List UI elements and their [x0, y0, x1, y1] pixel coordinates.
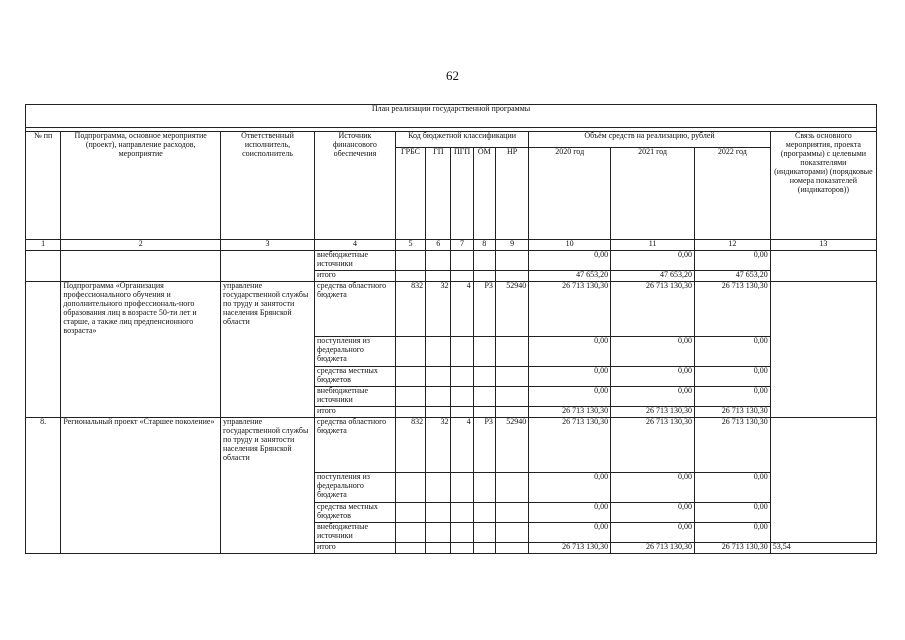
- amount-2022: 0,00: [694, 251, 770, 271]
- amount-2022: 26 713 130,30: [694, 543, 770, 554]
- header-amount: Объём средств на реализацию, рублей: [529, 132, 771, 148]
- source-cell: средства областного бюджета: [315, 418, 396, 473]
- amount-2020: 0,00: [529, 473, 611, 503]
- grbs-cell: 832: [395, 418, 425, 473]
- amount-2020: 0,00: [529, 523, 611, 543]
- gp-cell: 32: [426, 418, 451, 473]
- amount-2022: 0,00: [694, 337, 770, 367]
- header-gp: ГП: [426, 148, 451, 240]
- col-number: 3: [221, 240, 315, 251]
- top-link-cell: [770, 251, 876, 282]
- pgp-cell: 4: [451, 418, 473, 473]
- project-responsible: управление государственной службы по труду и занятости населения Брянской области: [221, 418, 315, 554]
- amount-2022: 47 653,20: [694, 271, 770, 282]
- col-number: 9: [495, 240, 528, 251]
- amount-2022: 26 713 130,30: [694, 407, 770, 418]
- amount-2021: 26 713 130,30: [611, 407, 695, 418]
- amount-2020: 0,00: [529, 251, 611, 271]
- header-2021: 2021 год: [611, 148, 695, 240]
- table-row: [26, 251, 877, 271]
- source-cell: внебюджетные источники: [315, 387, 396, 407]
- col-number: 4: [315, 240, 396, 251]
- col-number: 6: [426, 240, 451, 251]
- source-cell: итого: [315, 543, 396, 554]
- amount-2020: 0,00: [529, 503, 611, 523]
- amount-2022: 0,00: [694, 503, 770, 523]
- header-2020: 2020 год: [529, 148, 611, 240]
- header-om: ОМ: [473, 148, 495, 240]
- col-number: 7: [451, 240, 473, 251]
- amount-2021: 47 653,20: [611, 271, 695, 282]
- amount-2020: 26 713 130,30: [529, 282, 611, 337]
- top-responsible-cell: [221, 251, 315, 282]
- col-number: 5: [395, 240, 425, 251]
- amount-2022: 0,00: [694, 367, 770, 387]
- amount-2020: 26 713 130,30: [529, 407, 611, 418]
- amount-2021: 0,00: [611, 523, 695, 543]
- project-indicator: 53,54: [770, 543, 876, 554]
- source-cell: средства местных бюджетов: [315, 367, 396, 387]
- amount-2021: 26 713 130,30: [611, 418, 695, 473]
- amount-2022: 26 713 130,30: [694, 282, 770, 337]
- col-number: 8: [473, 240, 495, 251]
- col-number: 10: [529, 240, 611, 251]
- table-row: [26, 282, 877, 337]
- project-link-cell: [770, 418, 876, 543]
- amount-2021: 0,00: [611, 503, 695, 523]
- source-cell: средства областного бюджета: [315, 282, 396, 337]
- amount-2020: 0,00: [529, 337, 611, 367]
- source-cell: внебюджетные источники: [315, 523, 396, 543]
- source-cell: поступления из федерального бюджета: [315, 337, 396, 367]
- grbs-cell: 832: [395, 282, 425, 337]
- subprogram-name: Подпрограмма «Организация профессионального обучения и дополнительного профессиональ-ного образования лиц в возрасте 50-ти лет и старше, а также лиц предпенсионного возраста»: [61, 282, 221, 418]
- header-source: Источник финансового обеспечения: [315, 132, 396, 240]
- col-number: 2: [61, 240, 221, 251]
- subprogram-link-cell: [770, 282, 876, 418]
- header-grbs: ГРБС: [395, 148, 425, 240]
- amount-2021: 0,00: [611, 387, 695, 407]
- table-row: [26, 418, 877, 473]
- header-no: № пп: [26, 132, 61, 240]
- amount-2021: 0,00: [611, 367, 695, 387]
- header-subprogram: Подпрограмма, основное мероприятие (проект), направление расходов, мероприятие: [61, 132, 221, 240]
- amount-2020: 47 653,20: [529, 271, 611, 282]
- project-no: 8.: [26, 418, 61, 554]
- table-title: План реализации государственной программы: [26, 105, 877, 128]
- amount-2021: 0,00: [611, 251, 695, 271]
- amount-2021: 26 713 130,30: [611, 543, 695, 554]
- nr-cell: 52940: [495, 282, 528, 337]
- om-cell: Р3: [473, 282, 495, 337]
- col-number: 11: [611, 240, 695, 251]
- amount-2020: 26 713 130,30: [529, 543, 611, 554]
- amount-2020: 0,00: [529, 367, 611, 387]
- amount-2021: 26 713 130,30: [611, 282, 695, 337]
- amount-2021: 0,00: [611, 473, 695, 503]
- header-pgp: ПГП: [451, 148, 473, 240]
- amount-2021: 0,00: [611, 337, 695, 367]
- amount-2022: 0,00: [694, 473, 770, 503]
- amount-2022: 0,00: [694, 387, 770, 407]
- om-cell: Р3: [473, 418, 495, 473]
- subprogram-no-cell: [26, 282, 61, 418]
- plan-table: [25, 104, 877, 554]
- col-number: 12: [694, 240, 770, 251]
- nr-cell: 52940: [495, 418, 528, 473]
- header-nr: НР: [495, 148, 528, 240]
- top-no-cell: [26, 251, 61, 282]
- source-cell: внебюджетные источники: [315, 251, 396, 271]
- top-name-cell: [61, 251, 221, 282]
- header-link: Связь основного мероприятия, проекта (программы) с целевыми показателями (индикаторами) (порядковые номера показателей (индикаторов)): [770, 132, 876, 240]
- header-responsible: Ответственный исполнитель, соисполнитель: [221, 132, 315, 240]
- col-number: 1: [26, 240, 61, 251]
- header-2022: 2022 год: [694, 148, 770, 240]
- subprogram-responsible: управление государственной службы по труду и занятости населения Брянской области: [221, 282, 315, 418]
- project-name: Региональный проект «Старшее поколение»: [61, 418, 221, 554]
- amount-2020: 0,00: [529, 387, 611, 407]
- source-cell: итого: [315, 407, 396, 418]
- page-number: 62: [446, 68, 459, 83]
- pgp-cell: 4: [451, 282, 473, 337]
- source-cell: средства местных бюджетов: [315, 503, 396, 523]
- source-cell: поступления из федерального бюджета: [315, 473, 396, 503]
- gp-cell: 32: [426, 282, 451, 337]
- col-number: 13: [770, 240, 876, 251]
- header-budget-code: Код бюджетной классификации: [395, 132, 528, 148]
- amount-2022: 0,00: [694, 523, 770, 543]
- amount-2020: 26 713 130,30: [529, 418, 611, 473]
- amount-2022: 26 713 130,30: [694, 418, 770, 473]
- source-cell: итого: [315, 271, 396, 282]
